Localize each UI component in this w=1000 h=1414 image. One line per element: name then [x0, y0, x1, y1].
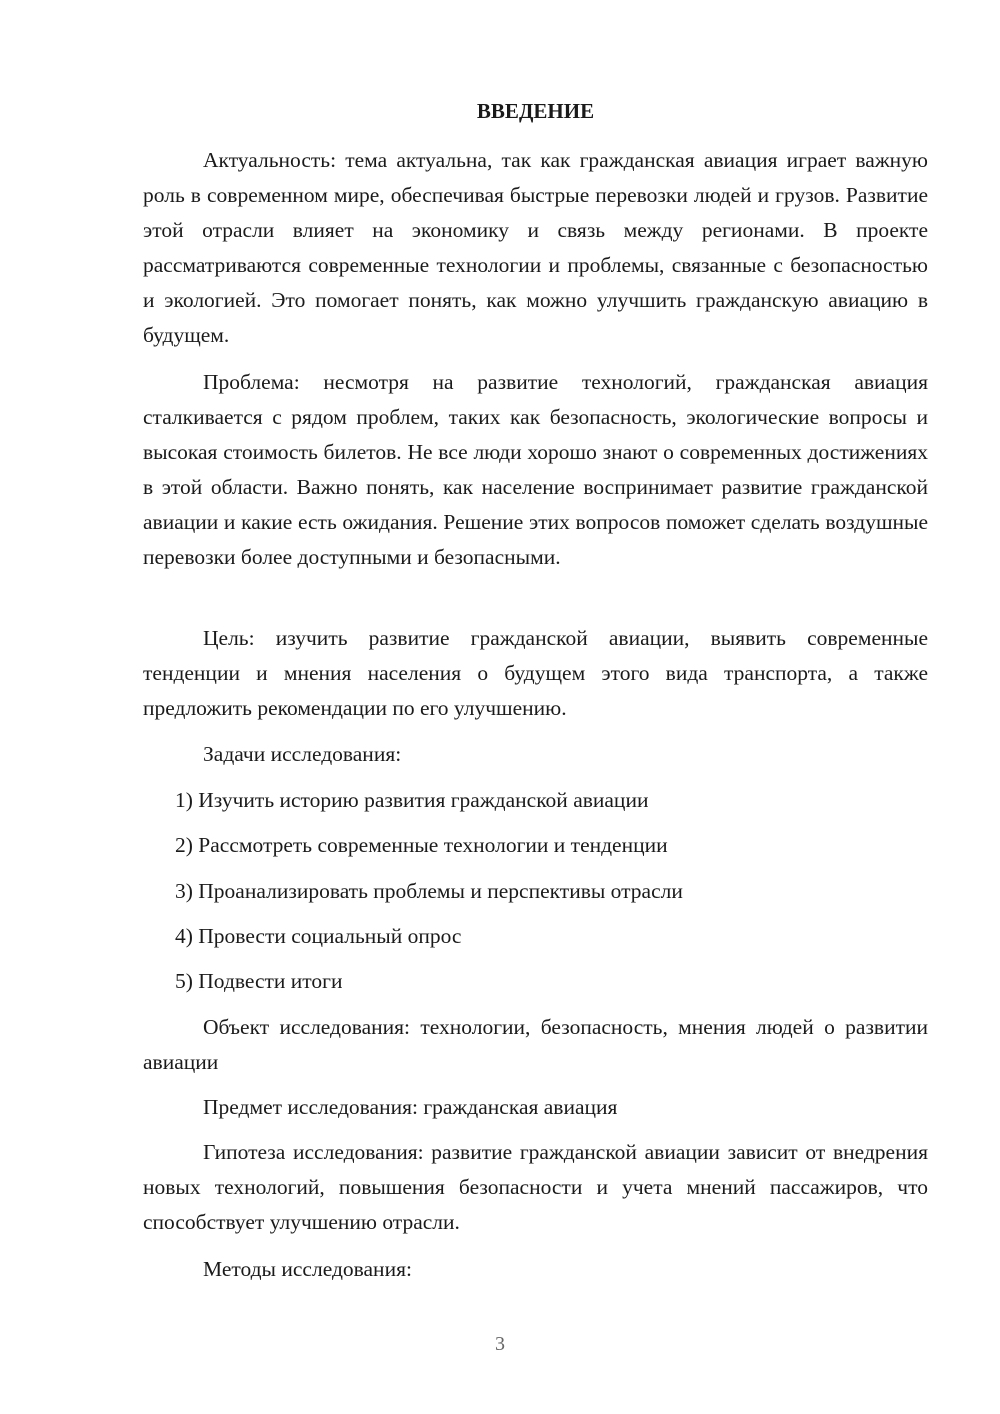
page-number: 3 — [495, 1333, 505, 1355]
tasks-heading: Задачи исследования: — [203, 742, 402, 766]
paragraph-relevance: Актуальность: тема актуальна, так как гражданская авиация играет важную роль в современном мире, обеспечивая быстрые перевозки людей и грузов. Развитие этой отрасли влияет на экономику и связь между регионами. В проекте рассматриваются современные технологии и проблемы, связанные с безопасностью и экологией. Это помогает понять, как можно улучшить гражданскую авиацию в будущем. — [143, 148, 928, 347]
methods-heading: Методы исследования: — [203, 1257, 412, 1281]
list-item: 3) Проанализировать проблемы и перспективы отрасли — [175, 879, 683, 903]
section-title: ВВЕДЕНИЕ — [476, 99, 595, 123]
paragraph-subject: Предмет исследования: гражданская авиация — [203, 1095, 618, 1119]
paragraph-hypothesis: Гипотеза исследования: развитие гражданской авиации зависит от внедрения новых технологий, повышения безопасности и учета мнений пассажиров, что способствует улучшению отрасли. — [143, 1140, 928, 1234]
paragraph-problem: Проблема: несмотря на развитие технологий, гражданская авиация сталкивается с рядом проблем, таких как безопасность, экологические вопросы и высокая стоимость билетов. Не все люди хорошо знают о современных достижениях в этой области. Важно понять, как население воспринимает развитие гражданской авиации и какие есть ожидания. Решение этих вопросов поможет сделать воздушные перевозки более доступными и безопасными. — [143, 370, 928, 569]
list-item: 2) Рассмотреть современные технологии и тенденции — [175, 833, 668, 857]
list-item: 5) Подвести итоги — [175, 969, 343, 993]
paragraph-object: Объект исследования: технологии, безопасность, мнения людей о развитии авиации — [143, 1015, 928, 1074]
list-item: 4) Провести социальный опрос — [175, 924, 462, 948]
list-item: 1) Изучить историю развития гражданской авиации — [175, 788, 649, 812]
paragraph-goal: Цель: изучить развитие гражданской авиации, выявить современные тенденции и мнения населения о будущем этого вида транспорта, а также предложить рекомендации по его улучшению. — [143, 626, 928, 720]
